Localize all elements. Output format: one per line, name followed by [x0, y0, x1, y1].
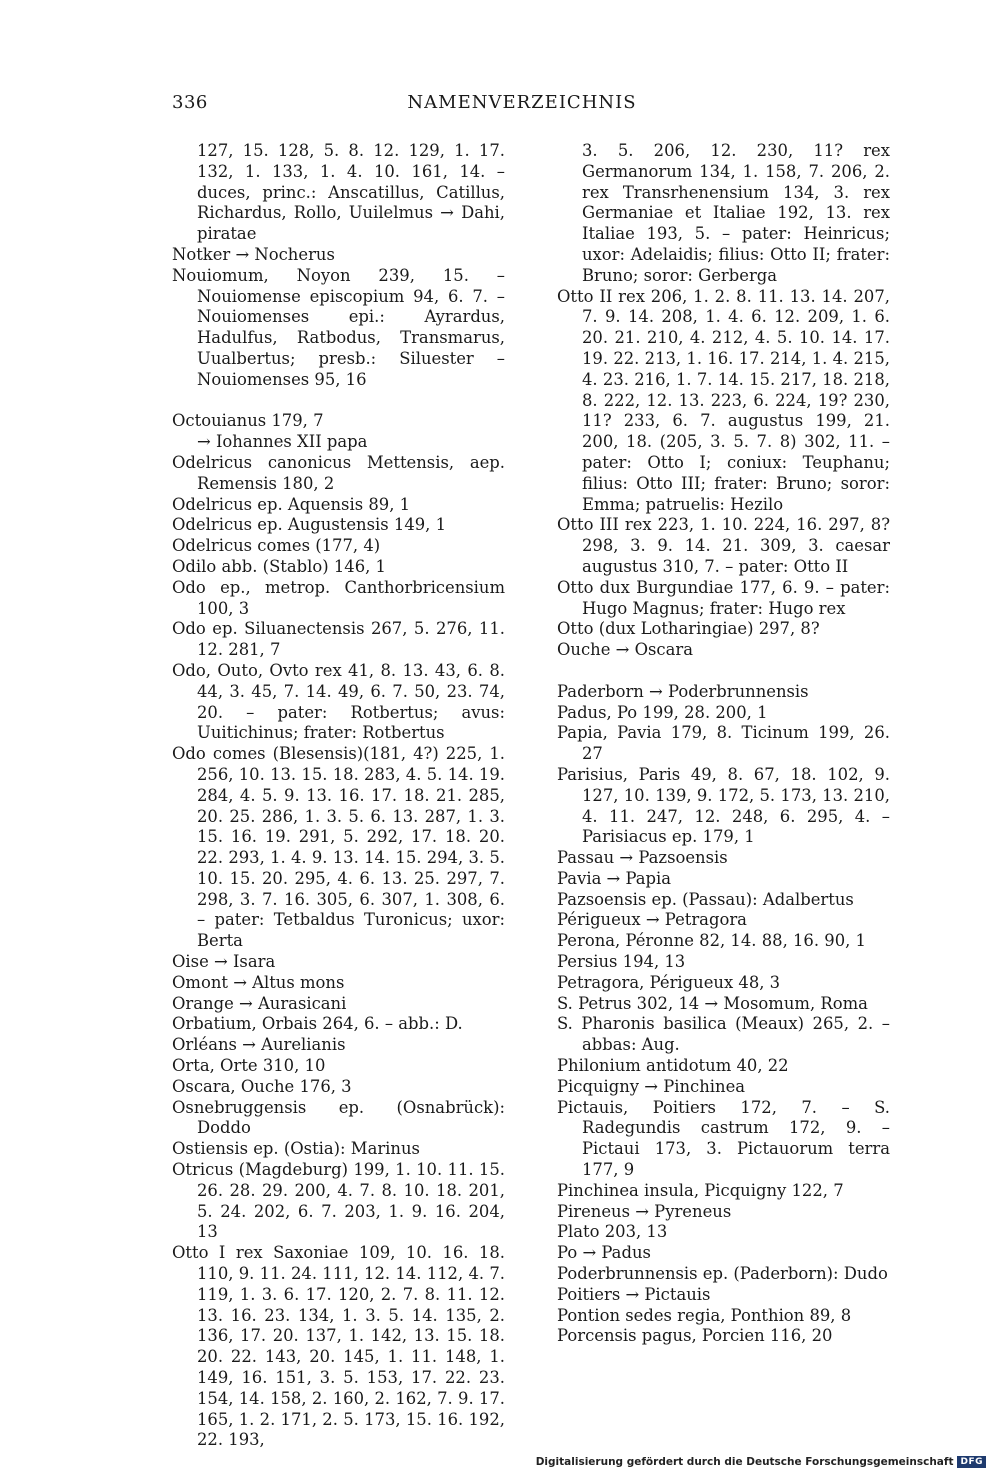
index-entry: S. Petrus 302, 14 → Mosomum, Roma	[557, 993, 868, 1013]
index-entry: → Iohannes XII papa	[197, 432, 368, 452]
index-entry: S. Pharonis basilica (Meaux) 265, 2. – abbas: Aug.	[557, 1014, 890, 1055]
index-entry: Pavia → Papia	[557, 868, 672, 888]
index-entry: Odilo abb. (Stablo) 146, 1	[172, 556, 386, 576]
index-entry: Odo comes (Blesensis)(181, 4?) 225, 1. 256, 10. 13. 15. 18. 283, 4. 5. 14. 19. 284, 4. 5. 9. 13. 16. 17. 18. 21. 285, 20. 25. 286, 1. 3. 5. 6. 13. 287, 1. 3. 15. 16. 19. 291, 5. 292, 17. 18. 20. 22. 293, 1. 4. 9. 13. 14. 15. 294, 3. 5. 10. 15. 20. 295, 4. 6. 13. 25. 297, 7. 298, 3. 7. 16. 305, 6. 307, 1. 308, 6. – pater: Tetbaldus Turonicus; uxor: Berta	[172, 744, 505, 951]
index-entry: Orbatium, Orbais 264, 6. – abb.: D.	[172, 1014, 463, 1034]
index-entry: Porcensis pagus, Porcien 116, 20	[557, 1326, 833, 1346]
index-entry: Philonium antidotum 40, 22	[557, 1056, 789, 1076]
index-entry: Otto dux Burgundiae 177, 6. 9. – pater: Hugo Magnus; frater: Hugo rex	[557, 577, 890, 618]
index-entry: Petragora, Périgueux 48, 3	[557, 972, 781, 992]
index-entry: Oise → Isara	[172, 952, 276, 972]
index-entry: 127, 15. 128, 5. 8. 12. 129, 1. 17. 132, 1. 133, 1. 4. 10. 161, 14. – duces, princ.: Anscatillus, Catillus, Richardus, Rollo, Uuilelmus → Dahi, piratae	[197, 141, 505, 244]
index-entry: Osnebruggensis ep. (Osnabrück): Doddo	[172, 1097, 505, 1138]
index-entry: Pontion sedes regia, Ponthion 89, 8	[557, 1305, 852, 1325]
index-entry: Octouianus 179, 7	[172, 411, 324, 431]
index-entry: Orléans → Aurelianis	[172, 1035, 346, 1055]
index-entry: Parisius, Paris 49, 8. 67, 18. 102, 9. 127, 10. 139, 9. 172, 5. 173, 13. 210, 4. 11. 247, 12. 248, 6. 295, 4. – Parisiacus ep. 179, 1	[557, 764, 890, 847]
index-entry: Picquigny → Pinchinea	[557, 1076, 746, 1096]
index-entry: 3. 5. 206, 12. 230, 11? rex Germanorum 134, 1. 158, 7. 206, 2. rex Transrhenensium 134, 3. rex Germaniae et Italiae 192, 13. rex Italiae 193, 5. – pater: Heinricus; uxor: Adelaidis; filius: Otto II; frater: Bruno; soror: Gerberga	[582, 141, 890, 285]
index-entry: Notker → Nocherus	[172, 244, 335, 264]
index-entry: Persius 194, 13	[557, 952, 686, 972]
index-entry: Odo ep. Siluanectensis 267, 5. 276, 11. 12. 281, 7	[172, 619, 505, 660]
index-entry: Odelricus canonicus Mettensis, aep. Remensis 180, 2	[172, 452, 505, 493]
index-entry: Nouiomum, Noyon 239, 15. – Nouiomense episcopium 94, 6. 7. – Nouiomenses epi.: Ayrardus, Hadulfus, Ratbodus, Transmarus, Uualbertus; presb.: Siluester – Nouiomenses 95, 16	[172, 265, 505, 389]
index-entry: Papia, Pavia 179, 8. Ticinum 199, 26. 27	[557, 723, 890, 764]
index-entry: Ostiensis ep. (Ostia): Marinus	[172, 1139, 420, 1159]
index-entry: Omont → Altus mons	[172, 972, 345, 992]
index-entry: Paderborn → Poderbrunnensis	[557, 681, 809, 701]
index-entry: Odo, Outo, Ovto rex 41, 8. 13. 43, 6. 8. 44, 3. 45, 7. 14. 49, 6. 7. 50, 23. 74, 20. – pater: Rotbertus; avus: Uuitichinus; frater: Rotbertus	[172, 660, 505, 743]
index-entry: Perona, Péronne 82, 14. 88, 16. 90, 1	[557, 931, 866, 951]
index-entry: Padus, Po 199, 28. 200, 1	[557, 702, 768, 722]
index-entry: Otto I rex Saxoniae 109, 10. 16. 18. 110, 9. 11. 24. 111, 12. 14. 112, 4. 7. 119, 1. 3. 6. 17. 120, 2. 7. 8. 11. 12. 13. 16. 23. 134, 1. 3. 5. 14. 135, 2. 136, 17. 20. 137, 1. 142, 13. 15. 18. 20. 22. 143, 20. 145, 1. 11. 148, 1. 149, 16. 151, 3. 5. 153, 17. 22. 23. 154, 14. 158, 2. 160, 2. 162, 7. 9. 17. 165, 1. 2. 171, 2. 5. 173, 15. 16. 192, 22. 193,	[172, 1243, 505, 1450]
index-entry: Odelricus ep. Augustensis 149, 1	[172, 515, 447, 535]
index-entry: Otto (dux Lotharingiae) 297, 8?	[557, 619, 820, 639]
index-entry: Otricus (Magdeburg) 199, 1. 10. 11. 15. 26. 28. 29. 200, 4. 7. 8. 10. 18. 201, 5. 24. 202, 6. 7. 203, 1. 9. 16. 204, 13	[172, 1160, 505, 1242]
dfg-logo: DFG	[957, 1456, 986, 1468]
index-entry: Oscara, Ouche 176, 3	[172, 1076, 352, 1096]
index-entry: Poitiers → Pictauis	[557, 1284, 711, 1304]
running-head: NAMENVERZEICHNIS	[407, 92, 637, 113]
index-entry: Odo ep., metrop. Canthorbricensium 100, 3	[172, 577, 505, 618]
digitization-footer	[536, 1456, 986, 1468]
index-entry: Odelricus ep. Aquensis 89, 1	[172, 494, 411, 514]
index-entry: Périgueux → Petragora	[557, 910, 747, 930]
index-entry: Odelricus comes (177, 4)	[172, 536, 381, 556]
index-column-left	[172, 141, 505, 1451]
index-entry: Pinchinea insula, Picquigny 122, 7	[557, 1180, 844, 1200]
index-entry: Otto II rex 206, 1. 2. 8. 11. 13. 14. 207, 7. 9. 14. 208, 1. 4. 6. 12. 209, 1. 6. 20. 21. 210, 4. 212, 4. 5. 10. 14. 17. 19. 22. 213, 1. 16. 17. 214, 1. 4. 215, 4. 23. 216, 1. 7. 14. 15. 217, 18. 218, 8. 222, 12. 13. 223, 6. 224, 19? 230, 11? 233, 6. 7. augustus 199, 21. 200, 18. (205, 3. 5. 7. 8) 302, 11. – pater: Otto I; coniux: Teuphanu; filius: Otto III; frater: Bruno; soror: Emma; patruelis: Hezilo	[557, 286, 890, 514]
index-entry: Passau → Pazsoensis	[557, 848, 728, 868]
index-entry: Poderbrunnensis ep. (Paderborn): Dudo	[557, 1264, 888, 1284]
index-entry: Otto III rex 223, 1. 10. 224, 16. 297, 8? 298, 3. 9. 14. 21. 309, 3. caesar augustus 310, 7. – pater: Otto II	[557, 515, 890, 576]
index-entry: Pazsoensis ep. (Passau): Adalbertus	[557, 889, 854, 909]
page-number: 336	[172, 92, 208, 113]
footer-credit-text: Digitalisierung gefördert durch die Deutsche Forschungsgemeinschaft	[535, 1456, 954, 1468]
index-entry: Plato 203, 13	[557, 1222, 668, 1242]
index-entry: Ouche → Oscara	[557, 640, 693, 660]
index-entry: Pictauis, Poitiers 172, 7. – S. Radegundis castrum 172, 9. – Pictaui 173, 3. Pictauorum terra 177, 9	[557, 1097, 890, 1180]
index-entry: Orta, Orte 310, 10	[172, 1056, 326, 1076]
index-entry: Po → Padus	[557, 1243, 651, 1263]
index-column-right	[557, 141, 890, 1347]
index-entry: Pireneus → Pyreneus	[557, 1201, 732, 1221]
index-entry: Orange → Aurasicani	[172, 993, 347, 1013]
